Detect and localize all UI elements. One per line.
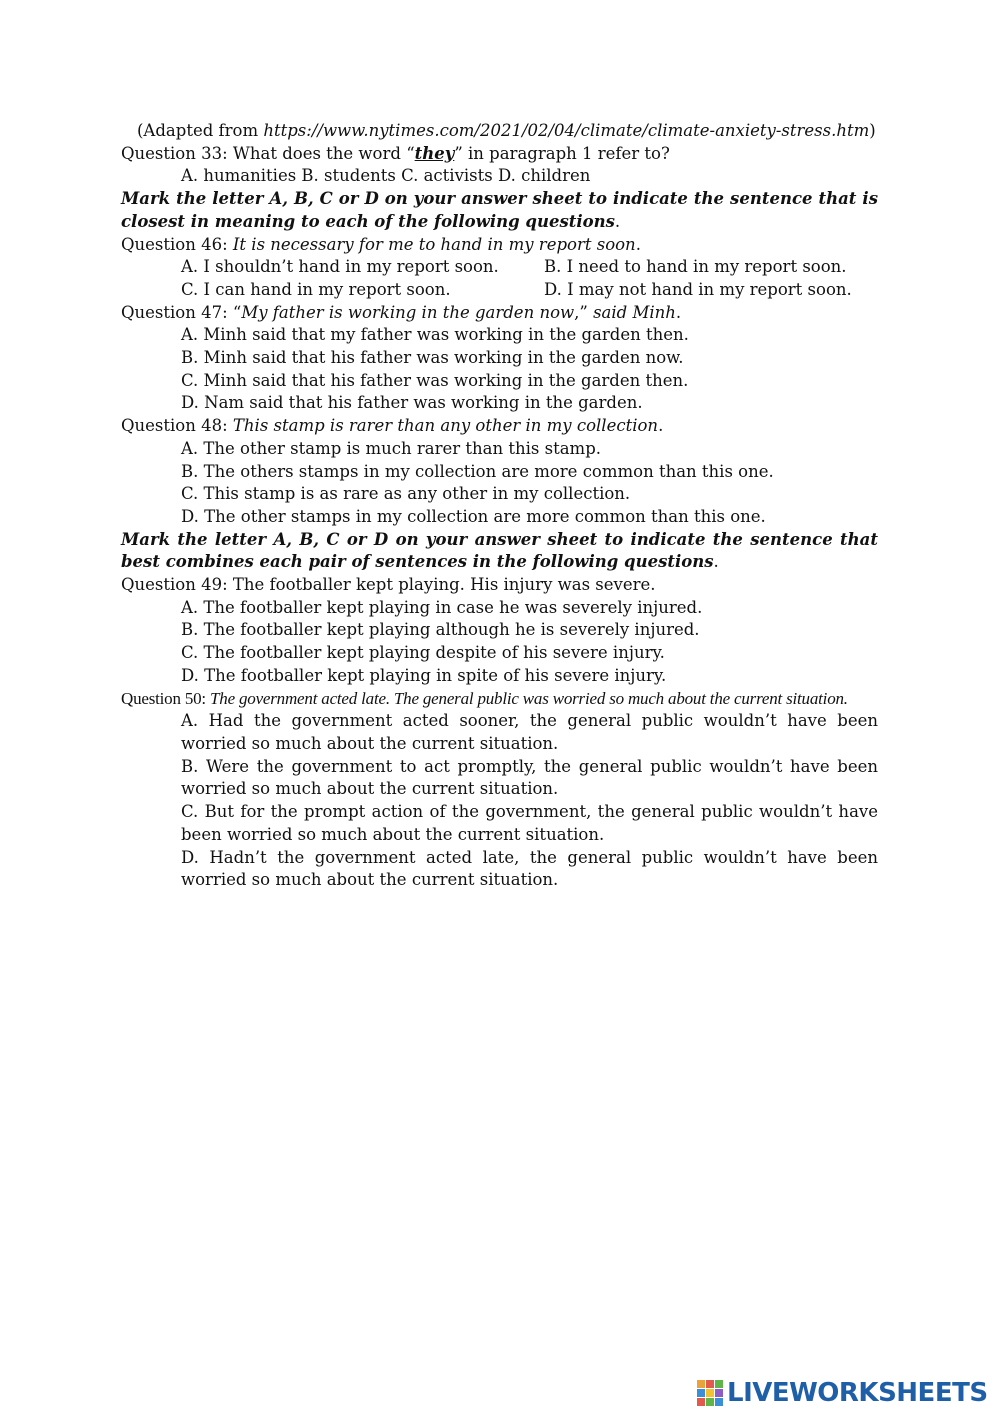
question-47: Question 47: “My father is working in the garden now,” said Minh. (121, 302, 682, 322)
option-b[interactable]: B. Were the government to act promptly, the general public wouldn’t have been worried so much about the current situation. (181, 756, 878, 799)
option-d[interactable]: D. The other stamps in my collection are more common than this one. (181, 506, 766, 526)
question-46: Question 46: It is necessary for me to hand in my report soon. (121, 234, 641, 254)
option-a[interactable]: A. The footballer kept playing in case he was severely injured. (181, 597, 703, 617)
option-b[interactable]: B. I need to hand in my report soon. (544, 257, 847, 277)
question-50: Question 50: The government acted late. The general public was worried so much about the current situation. (121, 688, 848, 708)
option-d[interactable]: D. The footballer kept playing in spite of his severe injury. (181, 665, 667, 685)
option-a[interactable]: A. Had the government acted sooner, the general public wouldn’t have been worried so much about the current situation. (181, 711, 878, 753)
option-d[interactable]: D. Nam said that his father was working in the garden. (181, 393, 643, 413)
option-c[interactable]: C. Minh said that his father was working in the garden then. (181, 370, 689, 390)
option-c[interactable]: C. But for the prompt action of the government, the general public wouldn’t have been worried so much about the current situation. (181, 802, 878, 844)
option-c[interactable]: C. I can hand in my report soon. (181, 279, 451, 299)
question-33-options: A. humanities B. students C. activists D. children (181, 166, 591, 186)
option-d[interactable]: D. Hadn’t the government acted late, the general public wouldn’t have been worried so much about the current situation. (181, 847, 878, 890)
worksheet-page (121, 120, 878, 892)
liveworksheets-logo (697, 1378, 988, 1408)
option-a[interactable]: A. Minh said that my father was working in the garden then. (181, 325, 689, 345)
question-49: Question 49: The footballer kept playing. His injury was severe. (121, 575, 656, 595)
option-b[interactable]: B. The footballer kept playing although he is severely injured. (181, 620, 700, 640)
option-b[interactable]: B. The others stamps in my collection are more common than this one. (181, 461, 774, 481)
option-a[interactable]: A. I shouldn’t hand in my report soon. (181, 257, 499, 277)
instruction-combine-sentences: Mark the letter A, B, C or D on your answer sheet to indicate the sentence that best combines each pair of sentences in the following questions. (121, 529, 878, 572)
question-46-options-row-2 (121, 279, 878, 302)
question-48: Question 48: This stamp is rarer than any other in my collection. (121, 416, 664, 436)
option-d[interactable]: D. I may not hand in my report soon. (544, 279, 852, 299)
option-c[interactable]: C. The footballer kept playing despite of his severe injury. (181, 643, 665, 663)
question-33: Question 33: What does the word “they” in paragraph 1 refer to? (121, 143, 670, 163)
source-url: https://www.nytimes.com/2021/02/04/climate/climate-anxiety-stress.htm (263, 121, 870, 140)
option-b[interactable]: B. Minh said that his father was working in the garden now. (181, 348, 684, 368)
liveworksheets-grid-icon (697, 1380, 723, 1406)
source-citation: (Adapted from https://www.nytimes.com/2021/02/04/climate/climate-anxiety-stress.htm) (137, 121, 876, 140)
option-a[interactable]: A. The other stamp is much rarer than this stamp. (181, 438, 602, 458)
question-46-options-row-1 (121, 256, 878, 279)
instruction-closest-meaning: Mark the letter A, B, C or D on your answer sheet to indicate the sentence that is closest in meaning to each of the following questions. (121, 189, 878, 231)
option-c[interactable]: C. This stamp is as rare as any other in my collection. (181, 484, 631, 504)
logo-text: LIVEWORKSHEETS (727, 1378, 988, 1408)
referenced-word: they (414, 143, 455, 163)
